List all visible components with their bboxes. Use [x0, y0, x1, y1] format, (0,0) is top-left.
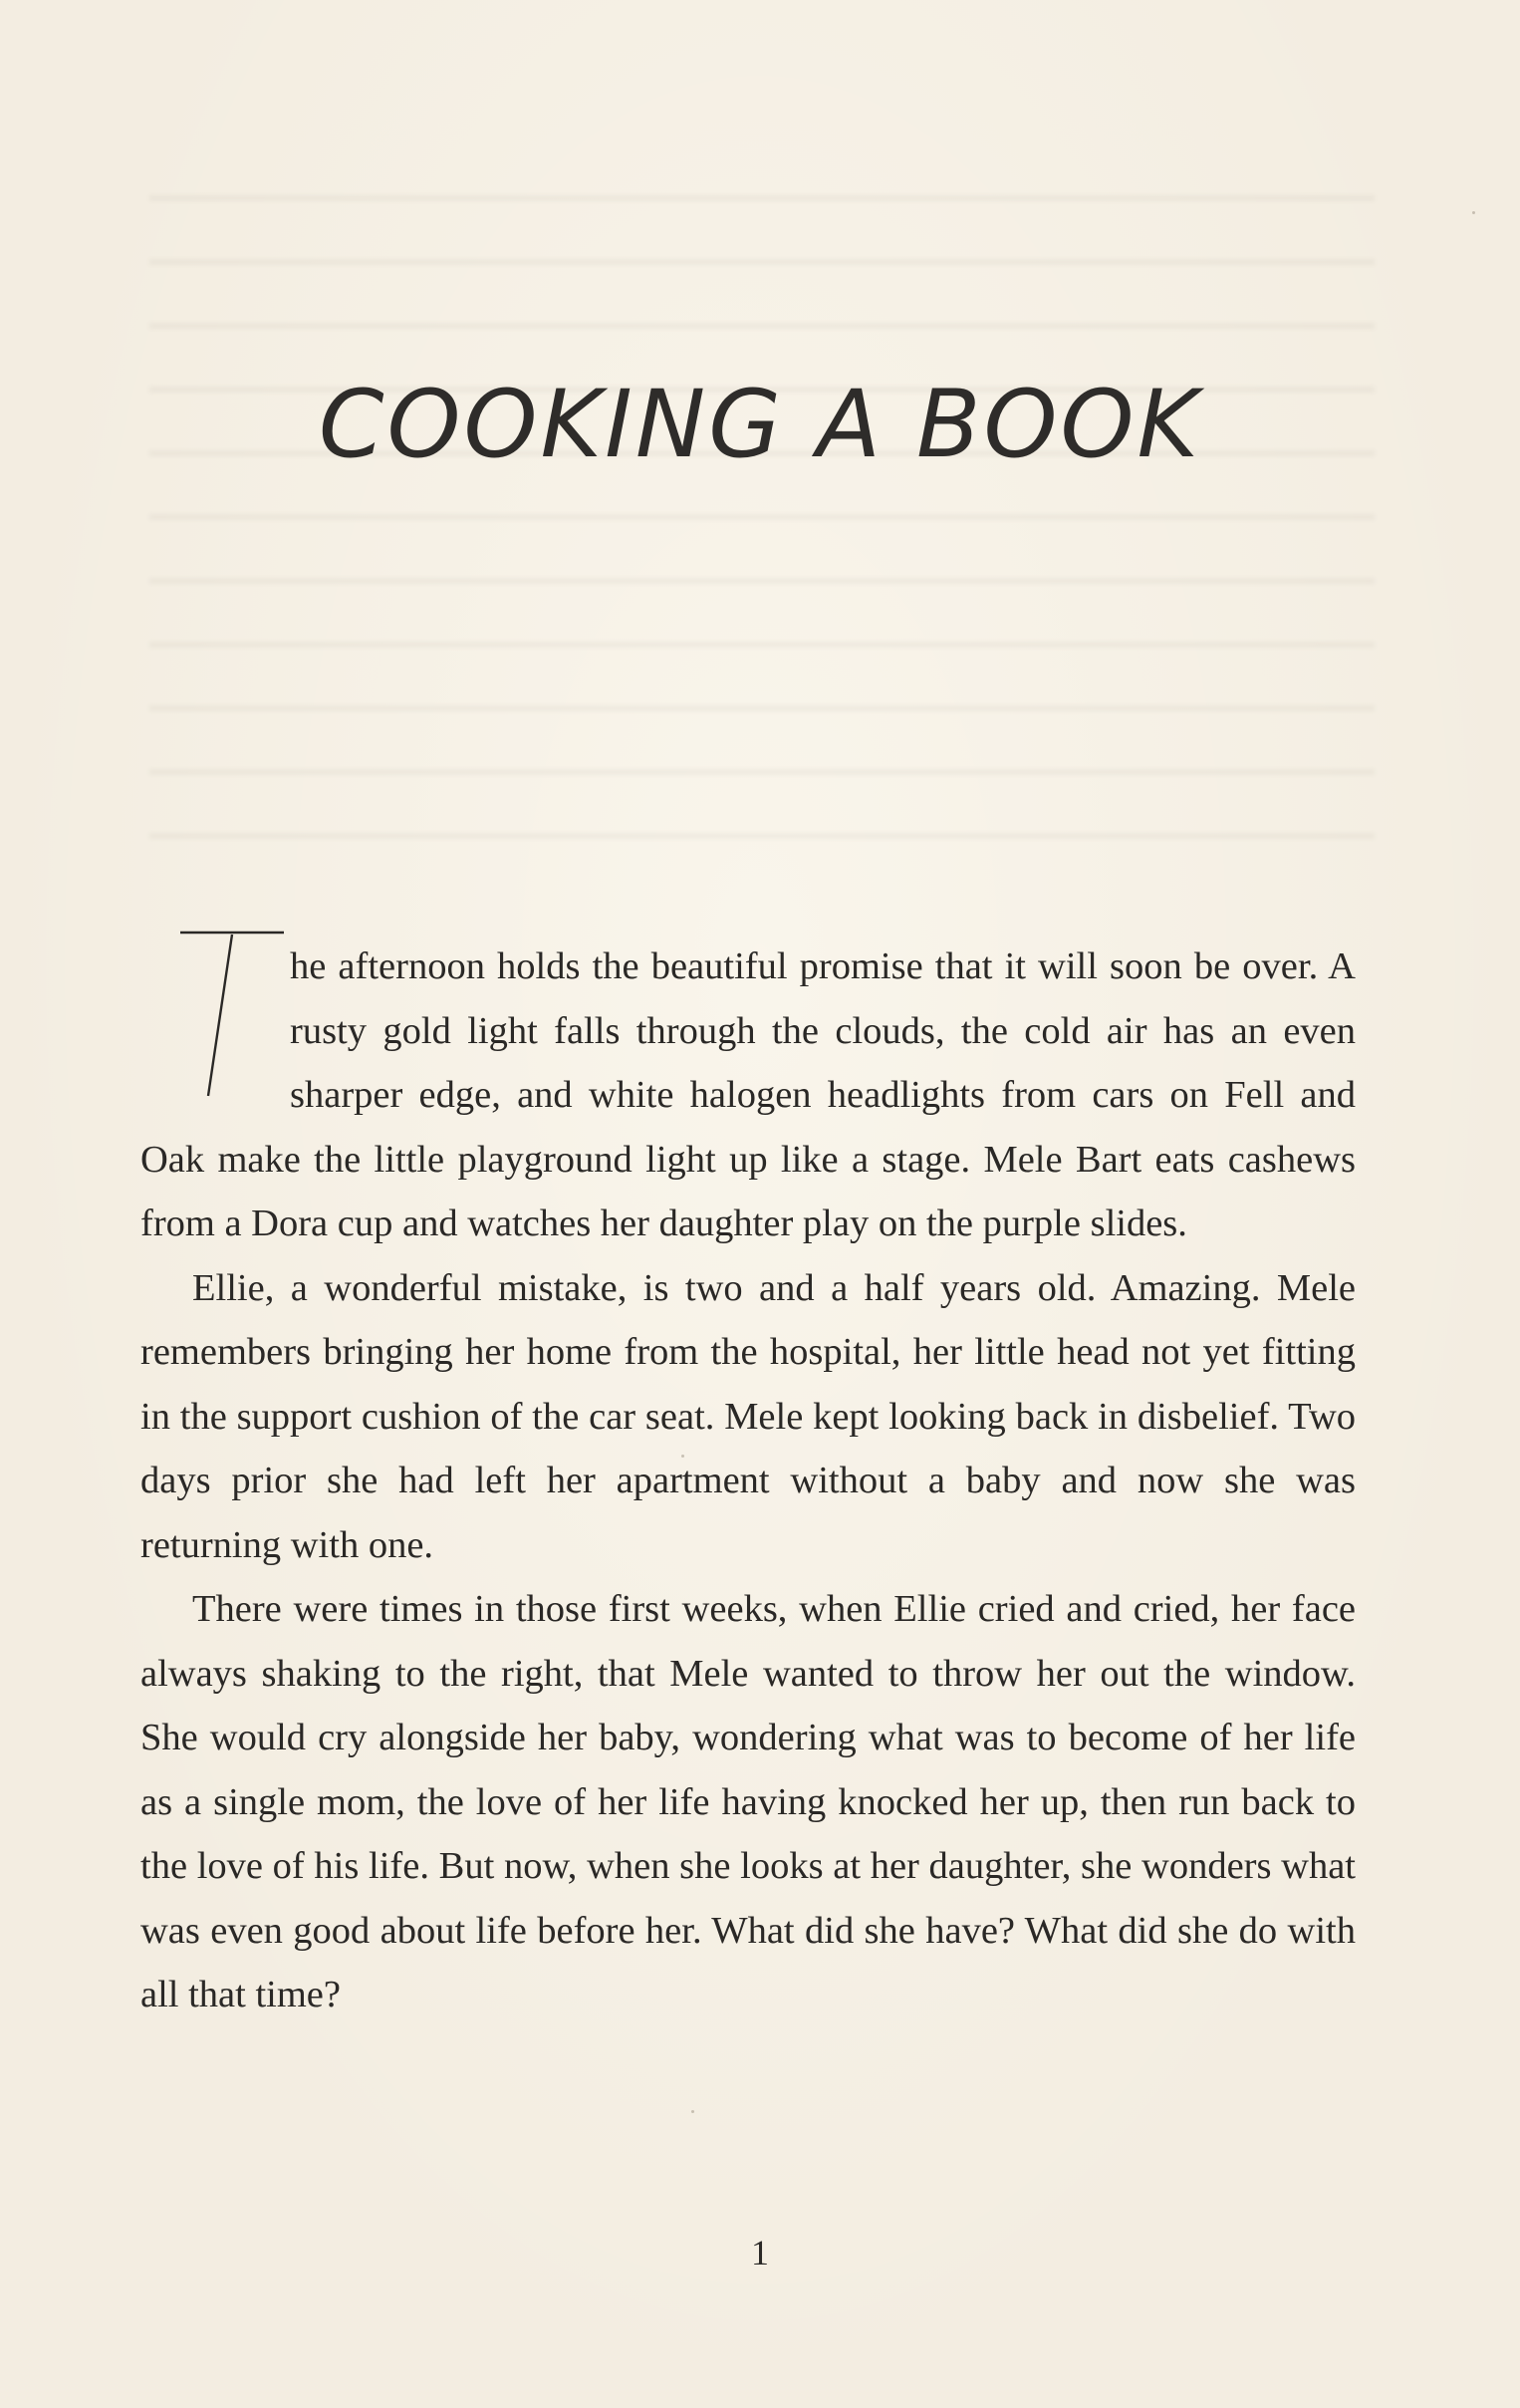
- paragraph-3: There were times in those first weeks, when Ellie cried and cried, her face always shaking to the right, that Mele wanted to throw her out the window. She would cry alongside her baby, wondering what was to become of her life as a single mom, the love of her life having knocked her up, then run back to the love of his life. But now, when she looks at her daughter, she wonders what was even good about life before her. What did she have? What did she do with all that time?: [140, 1588, 1356, 2015]
- show-through-texture: [149, 149, 1375, 867]
- page-number: 1: [751, 2233, 769, 2273]
- drop-cap: [140, 935, 290, 1124]
- chapter-body: [140, 935, 1356, 2027]
- chapter-title: COOKING A BOOK: [318, 371, 1202, 479]
- paragraph-1-text: he afternoon holds the beautiful promise that it will soon be over. A rusty gold light falls through the clouds, the cold air has an even sharper edge, and white halogen headlights from cars on Fell and Oak make the little playground light up like a stage. Mele Bart eats cashews from a Dora cup and watches her daughter play on the purple slides.: [140, 945, 1356, 1244]
- paragraph-first: [140, 935, 1356, 1256]
- paper-speck: [1472, 211, 1475, 214]
- paper-speck: [691, 2110, 694, 2113]
- paragraph-2: Ellie, a wonderful mistake, is two and a half years old. Amazing. Mele remembers bringing her home from the hospital, her little head not yet fitting in the support cushion of the car seat. Mele kept looking back in disbelief. Two days prior she had left her apartment without a baby and now she was returning with one.: [140, 1266, 1356, 1566]
- drop-cap-glyph: [180, 925, 290, 1124]
